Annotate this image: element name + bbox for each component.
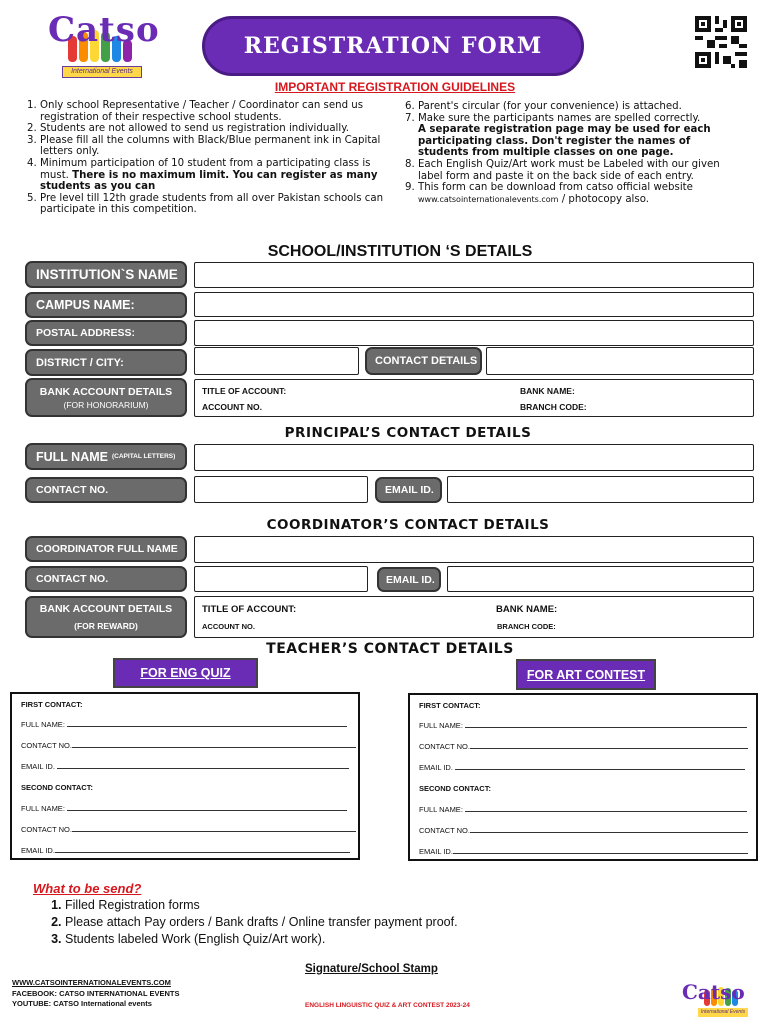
teacher-name-line[interactable] [21,720,347,729]
catso-logo [40,10,160,78]
teacher-email-line[interactable] [419,763,745,772]
teacher-name-line[interactable] [419,805,747,814]
guideline-item: 8. Each English Quiz/Art work must be Labeled with our given label form and paste it on the back side of each entry. [418,159,735,182]
campus-name-label: CAMPUS NAME: [25,292,187,318]
principal-email-field[interactable] [447,476,754,503]
teacher-contact-line[interactable] [21,741,356,750]
bank-account-subtitle: (FOR HONORARIUM) [63,399,149,410]
first-contact-heading: FIRST CONTACT: [419,701,481,710]
principal-email-label: EMAIL ID. [375,477,442,503]
art-contest-tab[interactable]: FOR ART CONTEST [516,659,656,690]
institution-name-field[interactable] [194,262,754,288]
coordinator-bank-label [25,596,187,638]
principal-full-name-text: FULL NAME [36,449,108,464]
first-contact-heading: FIRST CONTACT: [21,700,83,709]
principal-full-name-field[interactable] [194,444,754,471]
send-item: 2. Please attach Pay orders / Bank drafts / Online transfer payment proof. [65,914,458,931]
contact-no-label: CONTACT NO. [21,825,72,834]
bank-account-label [25,378,187,417]
footer-logo-subtitle: International Events [698,1008,748,1017]
contact-no-label: CONTACT NO. [419,826,470,835]
footer-youtube: YOUTUBE: CATSO International events [12,999,152,1008]
coordinator-bank-subtitle: (FOR REWARD) [74,621,138,631]
account-no-label: ACCOUNT NO. [202,622,255,631]
coordinator-email-field[interactable] [447,566,754,592]
guidelines-list-left [24,100,384,216]
second-contact-heading: SECOND CONTACT: [419,784,491,793]
guideline-item: 6. Parent's circular (for your convenience) is attached. [418,101,735,113]
footer-logo-text: Catso [682,980,745,1004]
full-name-label: FULL NAME: [419,721,463,730]
logo-subtitle: International Events [62,66,142,78]
principal-contact-label: CONTACT NO. [25,477,187,503]
guideline-item: 7. Make sure the participants names are spelled correctly. A separate registration page may be used for each participating class. Don't register the names of students from multiple classes on one page. [418,113,735,159]
contest-name: ENGLISH LINGUISTIC QUIZ & ART CONTEST 2023-24 [305,1002,470,1009]
coordinator-email-label: EMAIL ID. [377,567,441,592]
teacher-name-line[interactable] [21,804,347,813]
coordinator-contact-label: CONTACT NO. [25,566,187,592]
coordinator-contact-field[interactable] [194,566,368,592]
second-contact-heading: SECOND CONTACT: [21,783,93,792]
contact-no-label: CONTACT NO. [21,741,72,750]
email-label: EMAIL ID. [21,846,55,855]
email-label: EMAIL ID. [419,847,453,856]
logo-text: Catso [48,10,160,50]
teacher-email-line[interactable] [419,847,748,856]
coordinator-bank-title: BANK ACCOUNT DETAILS [39,603,173,615]
footer-logo [680,980,760,1020]
email-label: EMAIL ID. [21,762,55,771]
art-contest-teacher-box [408,693,758,861]
district-city-field[interactable] [194,347,359,375]
bank-name-label: BANK NAME: [496,604,558,615]
account-no-label: ACCOUNT NO. [202,402,262,412]
bank-account-title: BANK ACCOUNT DETAILS [39,385,173,398]
coordinator-details-title: COORDINATOR’S CONTACT DETAILS [266,517,550,533]
full-name-label: FULL NAME: [21,720,65,729]
what-to-send-title: What to be send? [33,881,142,896]
qr-code-icon [695,16,747,68]
school-details-title: SCHOOL/INSTITUTION ‘S DETAILS [267,243,533,260]
teacher-email-line[interactable] [21,846,350,855]
capital-letters-note: (CAPITAL LETTERS) [112,453,176,460]
full-name-label: FULL NAME: [21,804,65,813]
what-to-send-list [48,897,458,948]
institution-name-label: INSTITUTION`S NAME [25,261,187,288]
coordinator-full-name-field[interactable] [194,536,754,563]
bank-name-label: BANK NAME: [520,386,575,396]
postal-address-label: POSTAL ADDRESS: [25,320,187,346]
postal-address-field[interactable] [194,320,754,346]
teacher-contact-line[interactable] [419,826,748,835]
full-name-label: FULL NAME: [419,805,463,814]
guidelines-title: IMPORTANT REGISTRATION GUIDELINES [274,80,516,94]
footer-facebook: FACEBOOK: CATSO INTERNATIONAL EVENTS [12,988,180,998]
send-item: 3. Students labeled Work (English Quiz/Art work). [65,931,458,948]
guideline-item: 1. Only school Representative / Teacher / Coordinator can send us registration of their respective school students. [40,100,384,123]
teacher-name-line[interactable] [419,721,747,730]
contact-no-label: CONTACT NO. [419,742,470,751]
title-of-account-label: TITLE OF ACCOUNT: [202,386,287,396]
email-label: EMAIL ID. [419,763,453,772]
guideline-item: 4. Minimum participation of 10 student from a participating class is must. There is no maximum limit. You can register as many students as you can [40,158,384,193]
guideline-item: 2. Students are not allowed to send us registration individually. [40,123,384,135]
teacher-email-line[interactable] [21,762,349,771]
principal-full-name-label [25,443,187,470]
footer-website[interactable]: WWW.CATSOINTERNATIONALEVENTS.COM [12,978,171,987]
bank-account-field[interactable] [194,379,754,417]
contact-details-label: CONTACT DETAILS [365,347,482,375]
contact-details-field[interactable] [486,347,754,375]
footer-contacts [12,978,180,1010]
eng-quiz-teacher-box [10,692,360,860]
eng-quiz-tab[interactable]: FOR ENG QUIZ [113,658,258,688]
title-of-account-label: TITLE OF ACCOUNT: [202,604,297,615]
guidelines-list-right [400,101,735,205]
district-city-label: DISTRICT / CITY: [25,349,187,376]
signature-label: Signature/School Stamp [305,963,438,975]
campus-name-field[interactable] [194,292,754,317]
teacher-contact-line[interactable] [419,742,748,751]
page-title: REGISTRATION FORM [202,16,584,76]
branch-code-label: BRANCH CODE: [497,622,556,631]
coordinator-full-name-label: COORDINATOR FULL NAME [25,536,187,562]
website-link[interactable]: www.catsointernationalevents.com [418,194,559,204]
principal-details-title: PRINCIPAL’S CONTACT DETAILS [284,425,532,441]
guideline-item: 9. This form can be download from catso official website www.catsointernationalevents.com / photocopy also. [418,182,735,205]
teacher-details-title: TEACHER’S CONTACT DETAILS [266,641,514,657]
send-item: 1. Filled Registration forms [65,897,458,914]
guideline-item: 3. Please fill all the columns with Black/Blue permanent ink in Capital letters only. [40,135,384,158]
principal-contact-field[interactable] [194,476,368,503]
branch-code-label: BRANCH CODE: [520,402,587,412]
teacher-contact-line[interactable] [21,825,356,834]
guideline-item: 5. Pre level till 12th grade students from all over Pakistan schools can participate in this competition. [40,193,384,216]
coordinator-bank-field[interactable] [194,596,754,638]
